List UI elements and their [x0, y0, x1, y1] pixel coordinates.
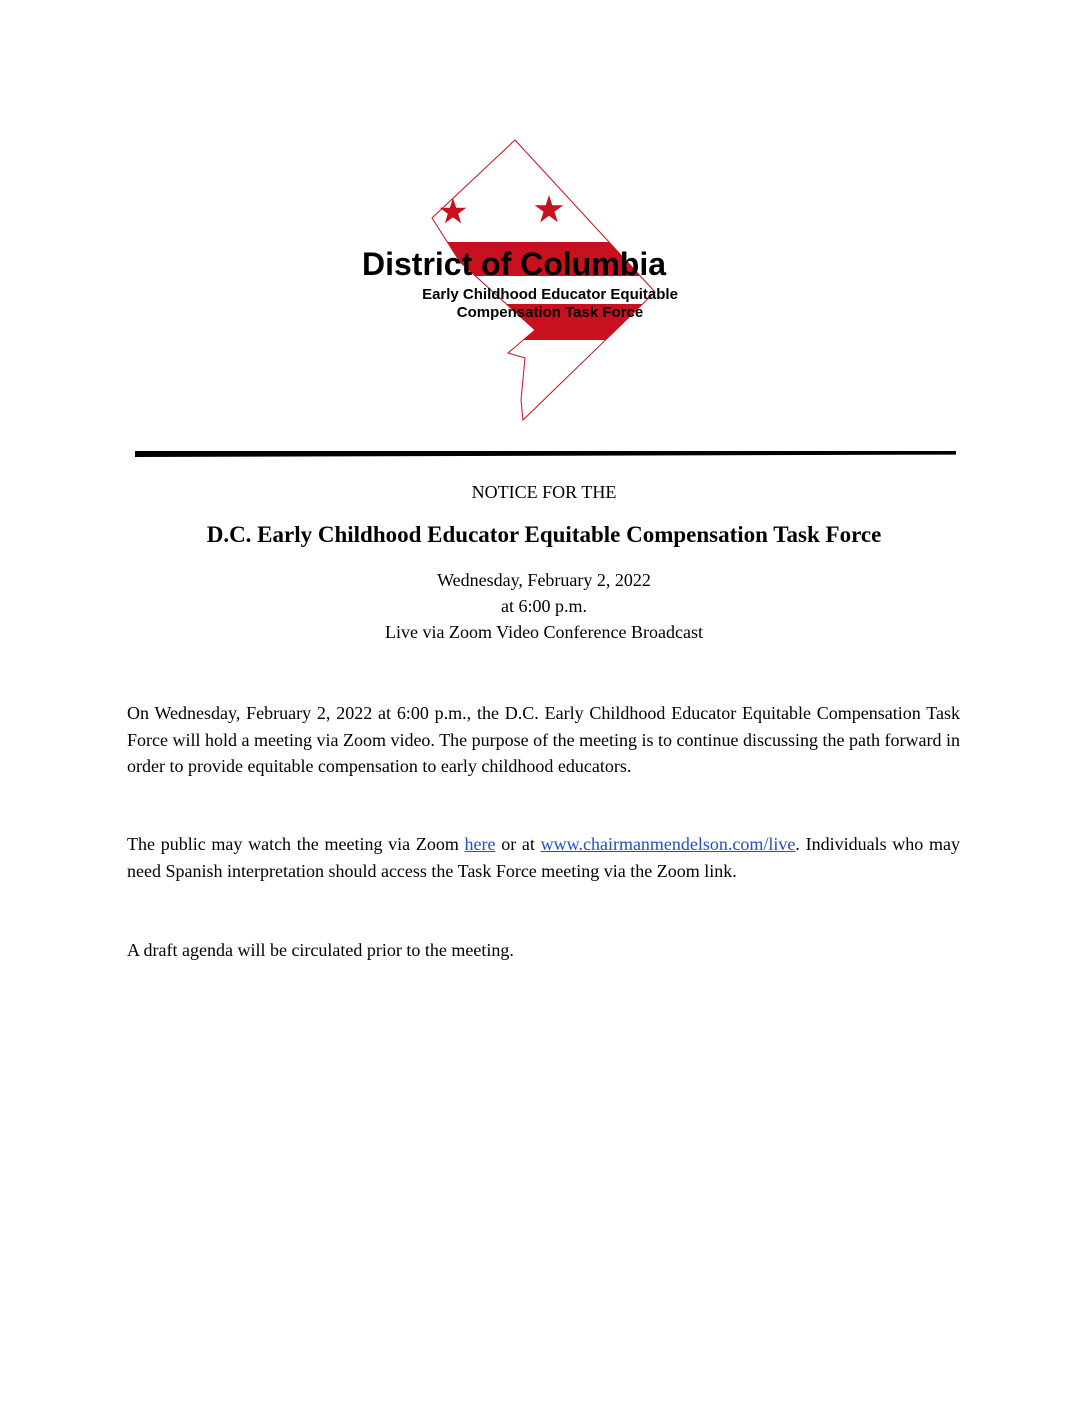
meeting-venue: Live via Zoom Video Conference Broadcast	[385, 622, 703, 642]
paragraph-text: . Individuals who may need Spanish interpretation should access the Task Force meeting via the Zoom link.	[127, 834, 961, 881]
meeting-description-paragraph: On Wednesday, February 2, 2022 at 6:00 p.m., the D.C. Early Childhood Educator Equitable Compensation Task Force will hold a meeting via Zoom video. The purpose of the meeting is to continue discussing the path forward in order to provide equitable compensation to early childhood educators.	[127, 703, 960, 776]
task-force-title: D.C. Early Childhood Educator Equitable Compensation Task Force	[206, 522, 882, 547]
logo-subtitle-line2: Compensation Task Force	[456, 304, 644, 321]
header-divider	[135, 451, 956, 457]
logo-title: District of Columbia	[362, 246, 667, 282]
logo-subtitle-line1: Early Childhood Educator Equitable	[422, 286, 678, 303]
public-access-paragraph	[127, 831, 960, 884]
notice-heading: NOTICE FOR THE	[471, 482, 617, 502]
agenda-paragraph: A draft agenda will be circulated prior to the meeting.	[127, 940, 514, 960]
zoom-here-link[interactable]: here	[464, 834, 496, 854]
paragraph-text: or at	[495, 834, 541, 854]
meeting-time: at 6:00 p.m.	[501, 596, 587, 616]
chairman-live-link[interactable]: www.chairmanmendelson.com/live	[540, 834, 796, 854]
paragraph-text: The public may watch the meeting via Zoom	[127, 834, 465, 854]
meeting-date: Wednesday, February 2, 2022	[437, 570, 651, 590]
